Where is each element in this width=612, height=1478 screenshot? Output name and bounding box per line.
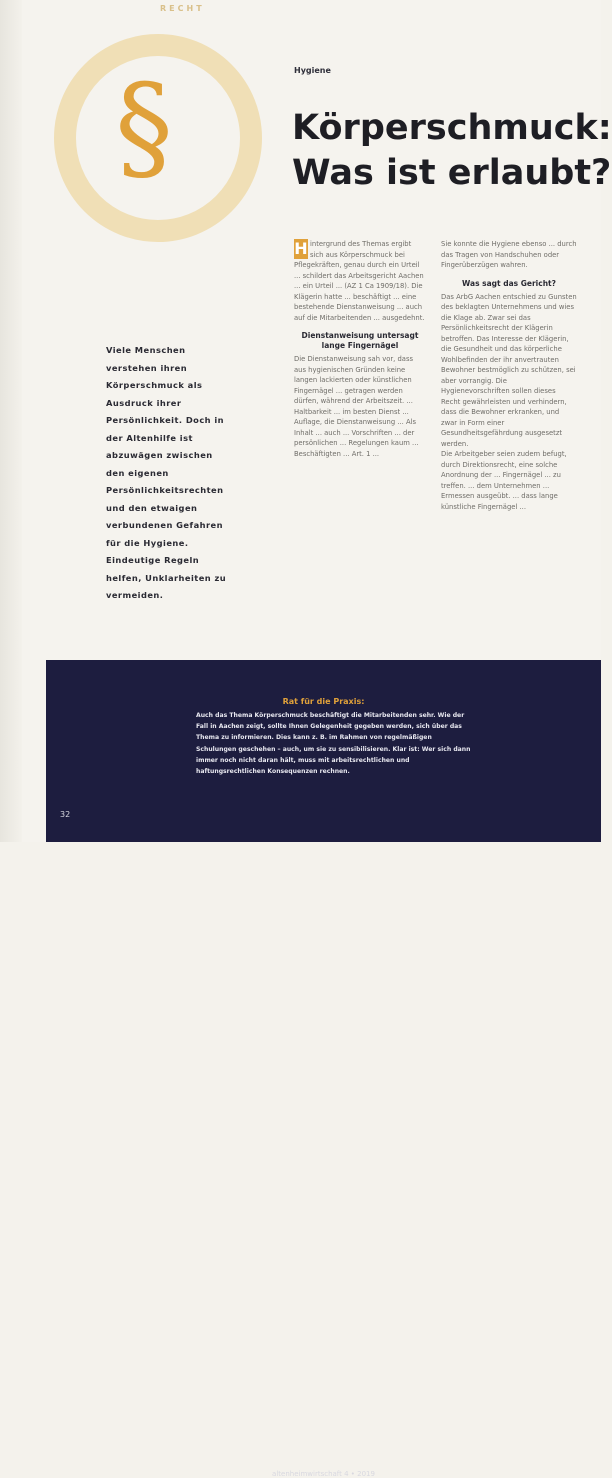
body-paragraph: Sie konnte die Hygiene ebenso ... durch das Tragen von Handschuhen oder Fingerüberzügen wahren.: [441, 240, 577, 269]
body-paragraph: intergrund des Themas ergibt sich aus Körperschmuck bei Pflegekräften, genau durch ein Urteil ... schildert das Arbeitsgericht Aachen ... ein Urteil ... (AZ 1 Ca 1909/18). Die Klägerin hatte ... beschäftigt ... eine bestehende Dienstanweisung ... auch auf die Mitarbeitenden ... ausgedehnt.: [294, 240, 425, 322]
paragraph-symbol-icon: §: [115, 60, 173, 195]
section-label: RECHT: [160, 4, 205, 13]
tip-box-title: Rat für die Praxis:: [282, 697, 365, 706]
article-kicker: Hygiene: [294, 66, 331, 75]
subheading: Dienstanweisung untersagt lange Fingernägel: [301, 331, 419, 350]
tip-box: [46, 660, 601, 1478]
journal-name: altenheimwirtschaft 4 • 2019: [272, 1470, 375, 1478]
subheading: Was sagt das Gericht?: [462, 278, 556, 288]
body-paragraph: Die Dienstanweisung sah vor, dass aus hygienischen Gründen keine langen lackierten oder künstlichen Fingernägel ... getragen werden dürfen, während der Arbeitszeit. ... Haltbarkeit ... im besten Dienst ... Auflage, die Dienstanweisung ... Als Inhalt ... auch ... Vorschriften ... der persönlichen ... Regelungen kaum ... Beschäftigten ... Art. 1 ...: [294, 355, 419, 458]
header-bar: [0, 0, 601, 20]
body-paragraph: Das ArbG Aachen entschied zu Gunsten des beklagten Unternehmens und wies die Klage ab. Zwar sei das Persönlichkeitsrecht der Klägerin betroffen. Das Interesse der Klägerin, die Gesundheit und das körperliche Wohlbefinden der ihr anvertrauten Bewohner bestmöglich zu schützen, sei aber vorrangig. Die Hygienevorschriften sollen dieses Recht gewährleisten und verhindern, dass die Bewohner erkranken, und zwar in Form einer Gesundheitsgefährdung ausgesetzt werden.: [441, 292, 577, 448]
body-column-3: [441, 239, 577, 512]
title-line-1: Körperschmuck:: [292, 108, 612, 148]
title-line-2: Was ist erlaubt?: [292, 153, 612, 193]
page-gutter: [0, 0, 22, 842]
page-number: 32: [60, 810, 71, 819]
lead-paragraph: Viele Menschen verstehen ihren Körperschmuck als Ausdruck ihrer Persönlichkeit. Doch in der Altenhilfe ist abzuwägen zwischen den eigenen Persönlichkeitsrechten und den etwaigen verbundenen Gefahren für die Hygiene. Eindeutige Regeln helfen, Unklarheiten zu vermeiden.: [106, 345, 227, 600]
body-paragraph: Die Arbeitgeber seien zudem befugt, durch Direktionsrecht, eine solche Anordnung der ... Fingernägel ... zu treffen. ... dem Unternehmen ... Ermessen ausgeübt. ... dass lange künstliche Fingernägel ...: [441, 450, 567, 511]
tip-box-text: Auch das Thema Körperschmuck beschäftigt die Mitarbeitenden sehr. Wie der Fall in Aachen zeigt, sollte Ihnen Gelegenheit gegeben werden, sich über das Thema zu informieren. Dies kann z. B. im Rahmen von regelmäßigen Schulungen geschehen – auch, um sie zu sensibilisieren. Klar ist: Wer sich dann immer noch nicht daran hält, muss mit arbeitsrechtlichen und haftungsrechtlichen Konsequenzen rechnen.: [196, 712, 471, 776]
dropcap: H: [294, 239, 308, 258]
article-title: [292, 106, 612, 196]
body-column-2: [294, 239, 426, 459]
